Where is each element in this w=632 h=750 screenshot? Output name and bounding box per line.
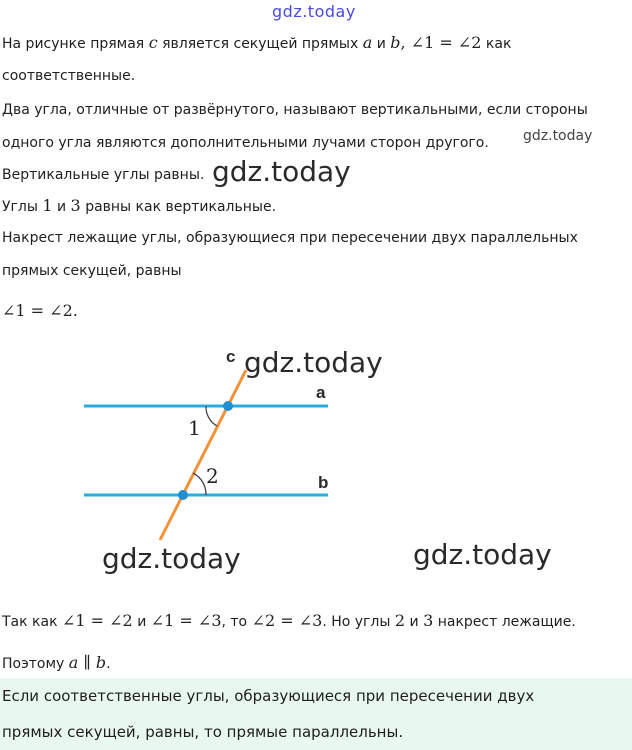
conclusion-line-2: прямых секущей, равны, то прямые параллельны. xyxy=(2,723,404,741)
transversal-c xyxy=(160,370,246,540)
paragraph-3: Вертикальные углы равны. xyxy=(2,167,205,183)
intersection-point-a xyxy=(223,401,233,411)
paragraph-7: Так как ∠1 = ∠2 и ∠1 = ∠3, то ∠2 = ∠3. Но углы 2 и 3 накрест лежащие. xyxy=(2,611,576,630)
watermark: gdz.today xyxy=(212,155,351,188)
angle-equality: ∠1 = ∠2. xyxy=(2,301,78,320)
paragraph-2-line-1: Два угла, отличные от развёрнутого, называют вертикальными, если стороны xyxy=(2,102,588,118)
conclusion-line-1: Если соответственные углы, образующиеся при пересечении двух xyxy=(2,687,535,705)
watermark: gdz.today xyxy=(244,346,383,379)
paragraph-8: Поэтому a ∥ b. xyxy=(2,653,111,672)
paragraph-1: На рисунке прямая c является секущей прямых a и b, ∠1 = ∠2 как xyxy=(2,33,512,52)
watermark: gdz.today xyxy=(272,2,356,21)
intersection-point-b xyxy=(178,490,188,500)
paragraph-1-line-2: соответственные. xyxy=(2,68,136,84)
label-a: a xyxy=(316,383,326,402)
angle-label-1: 1 xyxy=(188,416,201,440)
label-c: c xyxy=(226,347,236,366)
angle-1-arc xyxy=(206,406,217,426)
watermark: gdz.today xyxy=(102,542,241,575)
paragraph-4: Углы 1 и 3 равны как вертикальные. xyxy=(2,196,277,215)
angle-2-arc xyxy=(193,473,206,495)
paragraph-5-line-1: Накрест лежащие углы, образующиеся при пересечении двух параллельных xyxy=(2,230,578,246)
watermark: gdz.today xyxy=(523,128,593,144)
paragraph-5-line-2: прямых секущей, равны xyxy=(2,263,182,279)
label-b: b xyxy=(318,473,329,492)
paragraph-2-line-2: одного угла являются дополнительными лучами сторон другого. xyxy=(2,135,489,151)
watermark: gdz.today xyxy=(413,538,552,571)
angle-label-2: 2 xyxy=(206,464,219,488)
